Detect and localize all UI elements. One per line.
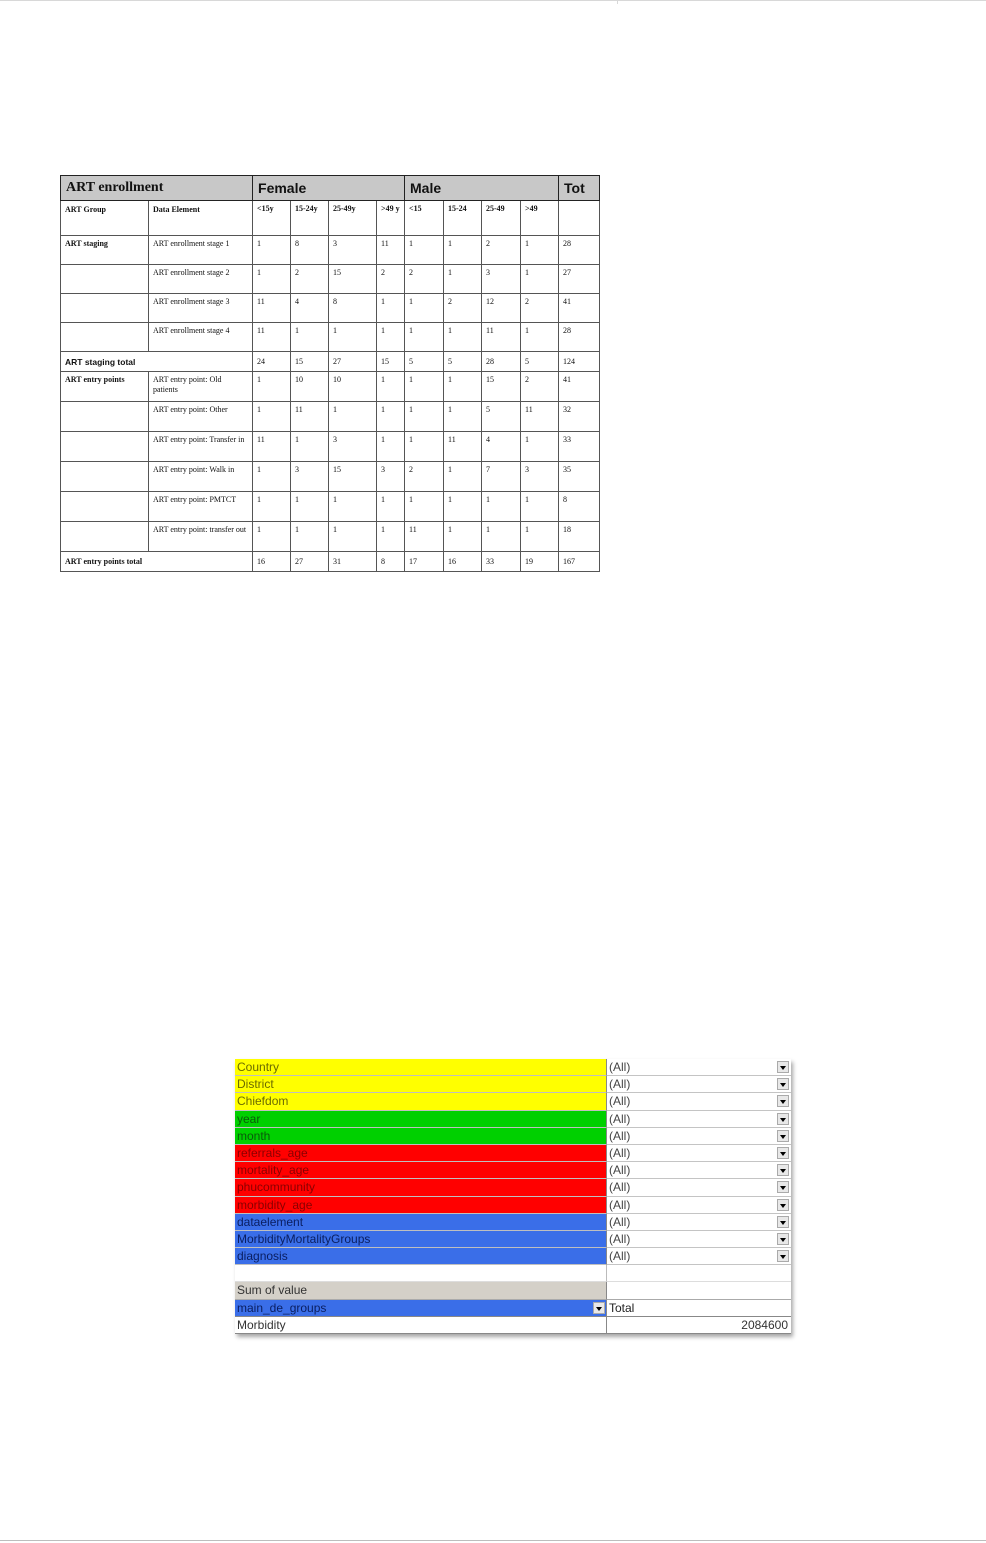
value-cell: 1 — [291, 432, 329, 462]
value-cell: 3 — [291, 462, 329, 492]
male-header: Male — [405, 176, 559, 201]
total-value-cell: 24 — [253, 352, 291, 372]
pivot-spacer-row — [235, 1265, 791, 1282]
pivot-filter-row — [235, 1059, 791, 1076]
pivot-filter-dropdown[interactable] — [607, 1093, 791, 1110]
total-value-cell: 31 — [329, 552, 377, 572]
value-cell: 3 — [329, 236, 377, 265]
table-row — [61, 492, 600, 522]
value-cell: 2 — [405, 265, 444, 294]
group-cell — [61, 522, 149, 552]
value-cell: 18 — [559, 522, 600, 552]
pivot-filter-row — [235, 1231, 791, 1248]
value-cell: 1 — [521, 492, 559, 522]
pivot-filter-row — [235, 1214, 791, 1231]
pivot-filter-dropdown[interactable] — [607, 1076, 791, 1093]
value-cell: 15 — [329, 462, 377, 492]
pivot-filter-row — [235, 1162, 791, 1179]
value-cell: 1 — [377, 522, 405, 552]
total-row — [61, 352, 600, 372]
value-cell: 2 — [482, 236, 521, 265]
value-cell: 7 — [482, 462, 521, 492]
value-cell: 1 — [444, 323, 482, 352]
total-value-cell: 27 — [329, 352, 377, 372]
value-cell: 1 — [444, 402, 482, 432]
value-cell: 8 — [329, 294, 377, 323]
pivot-filter-value: (All) — [609, 1180, 631, 1195]
pivot-field-label[interactable]: Country — [235, 1059, 607, 1076]
table-row — [61, 236, 600, 265]
table-row — [61, 402, 600, 432]
pivot-field-label[interactable]: diagnosis — [235, 1248, 607, 1265]
pivot-field-label[interactable]: year — [235, 1111, 607, 1128]
pivot-field-label[interactable]: morbidity_age — [235, 1197, 607, 1214]
value-cell: 1 — [291, 323, 329, 352]
data-element-cell: ART entry point: transfer out — [149, 522, 253, 552]
female-header: Female — [253, 176, 405, 201]
dropdown-arrow-icon[interactable] — [777, 1095, 789, 1107]
pivot-filter-value: (All) — [609, 1077, 631, 1092]
data-element-cell: ART entry point: Other — [149, 402, 253, 432]
col-art-group: ART Group — [61, 201, 149, 236]
pivot-sum-row — [235, 1282, 791, 1299]
value-cell: 1 — [291, 522, 329, 552]
col-female-age: >49 y — [377, 201, 405, 236]
sum-blank-cell — [607, 1282, 791, 1299]
pivot-group-row — [235, 1300, 791, 1317]
col-data-element: Data Element — [149, 201, 253, 236]
value-cell: 12 — [482, 294, 521, 323]
value-cell: 15 — [329, 265, 377, 294]
dropdown-arrow-icon[interactable] — [777, 1233, 789, 1245]
pivot-filter-row — [235, 1197, 791, 1214]
value-cell: 8 — [291, 236, 329, 265]
total-value-cell: 33 — [482, 552, 521, 572]
value-cell: 1 — [253, 265, 291, 294]
table-row — [61, 265, 600, 294]
dropdown-arrow-icon[interactable] — [777, 1078, 789, 1090]
total-value-cell: 5 — [521, 352, 559, 372]
pivot-filter-value: (All) — [609, 1231, 631, 1246]
group-cell — [61, 432, 149, 462]
value-cell: 2 — [291, 265, 329, 294]
data-element-cell: ART entry point: PMTCT — [149, 492, 253, 522]
value-cell: 1 — [377, 432, 405, 462]
total-value-cell: 28 — [482, 352, 521, 372]
table-row — [61, 294, 600, 323]
value-cell: 1 — [521, 323, 559, 352]
value-cell: 1 — [253, 402, 291, 432]
pivot-filter-value: (All) — [609, 1214, 631, 1229]
total-value-cell: 15 — [291, 352, 329, 372]
value-cell: 11 — [253, 432, 291, 462]
bottom-rule — [0, 1540, 986, 1541]
pivot-filter-dropdown[interactable] — [607, 1128, 791, 1145]
data-element-cell: ART entry point: Transfer in — [149, 432, 253, 462]
total-value-cell: 5 — [444, 352, 482, 372]
pivot-filter-value: (All) — [609, 1111, 631, 1126]
pivot-field-label[interactable]: mortality_age — [235, 1162, 607, 1179]
total-value-cell: 16 — [253, 552, 291, 572]
pivot-filter-dropdown[interactable] — [607, 1145, 791, 1162]
value-cell: 10 — [291, 372, 329, 402]
group-cell — [61, 323, 149, 352]
total-value-cell: 16 — [444, 552, 482, 572]
value-cell: 1 — [444, 492, 482, 522]
top-rule — [0, 0, 986, 1]
table-row — [61, 372, 600, 402]
pivot-filter-row — [235, 1111, 791, 1128]
dropdown-arrow-icon[interactable] — [777, 1181, 789, 1193]
pivot-filter-list — [235, 1059, 791, 1265]
value-cell: 11 — [482, 323, 521, 352]
value-cell: 1 — [253, 462, 291, 492]
value-cell: 1 — [253, 522, 291, 552]
value-cell: 1 — [405, 236, 444, 265]
pivot-spacer-right — [607, 1265, 791, 1282]
total-column-header: Total — [607, 1300, 791, 1317]
value-cell: 28 — [559, 323, 600, 352]
value-cell: 1 — [444, 522, 482, 552]
total-value-cell: 19 — [521, 552, 559, 572]
value-cell: 32 — [559, 402, 600, 432]
value-cell: 1 — [482, 522, 521, 552]
pivot-filter-row — [235, 1248, 791, 1265]
value-cell: 1 — [521, 522, 559, 552]
col-female-age: 25-49y — [329, 201, 377, 236]
value-cell: 41 — [559, 294, 600, 323]
data-element-cell: ART enrollment stage 4 — [149, 323, 253, 352]
value-cell: 2 — [405, 462, 444, 492]
value-cell: 11 — [405, 522, 444, 552]
pivot-table-panel — [235, 1059, 791, 1334]
value-cell: 1 — [405, 294, 444, 323]
table-row — [61, 522, 600, 552]
group-cell — [61, 402, 149, 432]
value-cell: 1 — [329, 323, 377, 352]
pivot-field-label[interactable]: dataelement — [235, 1214, 607, 1231]
value-cell: 1 — [444, 236, 482, 265]
value-cell: 4 — [291, 294, 329, 323]
total-header: Tot — [559, 176, 600, 201]
pivot-filter-dropdown[interactable] — [607, 1197, 791, 1214]
data-element-cell: ART enrollment stage 2 — [149, 265, 253, 294]
dropdown-arrow-icon[interactable] — [777, 1061, 789, 1073]
pivot-filter-row — [235, 1128, 791, 1145]
pivot-filter-dropdown[interactable] — [607, 1059, 791, 1076]
value-cell: 3 — [329, 432, 377, 462]
pivot-field-label[interactable]: referrals_age — [235, 1145, 607, 1162]
value-cell: 1 — [521, 236, 559, 265]
col-male-age: >49 — [521, 201, 559, 236]
dropdown-arrow-icon[interactable] — [777, 1164, 789, 1176]
value-cell: 2 — [521, 294, 559, 323]
pivot-filter-dropdown[interactable] — [607, 1111, 791, 1128]
table-row — [61, 462, 600, 492]
table-row — [61, 323, 600, 352]
dropdown-arrow-icon[interactable] — [777, 1199, 789, 1211]
col-male-age: 25-49 — [482, 201, 521, 236]
value-cell: 11 — [444, 432, 482, 462]
value-cell: 28 — [559, 236, 600, 265]
value-cell: 1 — [377, 492, 405, 522]
dropdown-arrow-icon[interactable] — [593, 1302, 605, 1314]
dropdown-arrow-icon[interactable] — [777, 1147, 789, 1159]
morbidity-total-value: 2084600 — [607, 1317, 791, 1334]
data-element-cell: ART entry point: Walk in — [149, 462, 253, 492]
total-value-cell: 17 — [405, 552, 444, 572]
pivot-spacer-left — [235, 1265, 607, 1282]
value-cell: 8 — [559, 492, 600, 522]
table-row — [61, 432, 600, 462]
value-cell: 3 — [521, 462, 559, 492]
total-label: ART staging total — [61, 352, 253, 372]
group-cell — [61, 492, 149, 522]
value-cell: 1 — [291, 492, 329, 522]
group-cell — [61, 294, 149, 323]
pivot-filter-value: (All) — [609, 1145, 631, 1160]
pivot-field-label[interactable]: month — [235, 1128, 607, 1145]
value-cell: 1 — [405, 323, 444, 352]
main-de-groups-field[interactable] — [235, 1300, 607, 1317]
total-value-cell: 124 — [559, 352, 600, 372]
pivot-field-label[interactable]: Chiefdom — [235, 1093, 607, 1110]
group-cell: ART entry points — [61, 372, 149, 402]
morbidity-row-label: Morbidity — [235, 1317, 607, 1334]
data-element-cell: ART enrollment stage 1 — [149, 236, 253, 265]
value-cell: 11 — [253, 294, 291, 323]
value-cell: 11 — [253, 323, 291, 352]
value-cell: 4 — [482, 432, 521, 462]
value-cell: 2 — [377, 265, 405, 294]
value-cell: 1 — [253, 372, 291, 402]
col-female-age: 15-24y — [291, 201, 329, 236]
value-cell: 1 — [253, 236, 291, 265]
pivot-filter-dropdown[interactable] — [607, 1248, 791, 1265]
pivot-filter-row — [235, 1076, 791, 1093]
pivot-filter-row — [235, 1093, 791, 1110]
value-cell: 1 — [521, 265, 559, 294]
value-cell: 1 — [377, 294, 405, 323]
pivot-filter-value: (All) — [609, 1197, 631, 1212]
value-cell: 1 — [444, 265, 482, 294]
value-cell: 3 — [482, 265, 521, 294]
value-cell: 41 — [559, 372, 600, 402]
col-male-age: 15-24 — [444, 201, 482, 236]
data-element-cell: ART entry point: Old patients — [149, 372, 253, 402]
total-value-cell: 5 — [405, 352, 444, 372]
value-cell: 33 — [559, 432, 600, 462]
value-cell: 1 — [405, 402, 444, 432]
value-cell: 1 — [405, 372, 444, 402]
value-cell: 1 — [444, 372, 482, 402]
dropdown-arrow-icon[interactable] — [777, 1250, 789, 1262]
value-cell: 3 — [377, 462, 405, 492]
value-cell: 2 — [521, 372, 559, 402]
pivot-filter-row — [235, 1179, 791, 1196]
value-cell: 1 — [521, 432, 559, 462]
value-cell: 1 — [329, 402, 377, 432]
value-cell: 1 — [377, 402, 405, 432]
pivot-filter-dropdown[interactable] — [607, 1179, 791, 1196]
pivot-filter-value: (All) — [609, 1128, 631, 1143]
col-male-age: <15 — [405, 201, 444, 236]
group-cell — [61, 462, 149, 492]
total-row — [61, 552, 600, 572]
value-cell: 15 — [482, 372, 521, 402]
value-cell: 10 — [329, 372, 377, 402]
value-cell: 1 — [405, 432, 444, 462]
pivot-filter-value: (All) — [609, 1060, 631, 1074]
main-de-groups-label: main_de_groups — [237, 1300, 327, 1315]
value-cell: 5 — [482, 402, 521, 432]
total-label: ART entry points total — [61, 552, 253, 572]
pivot-field-label[interactable]: District — [235, 1076, 607, 1093]
value-cell: 1 — [329, 492, 377, 522]
col-female-age: <15y — [253, 201, 291, 236]
pivot-filter-dropdown[interactable] — [607, 1231, 791, 1248]
value-cell: 27 — [559, 265, 600, 294]
pivot-field-label[interactable]: phucommunity — [235, 1179, 607, 1196]
col-total — [559, 201, 600, 236]
value-cell: 1 — [377, 372, 405, 402]
value-cell: 1 — [329, 522, 377, 552]
table-title: ART enrollment — [61, 176, 253, 201]
total-value-cell: 15 — [377, 352, 405, 372]
data-element-cell: ART enrollment stage 3 — [149, 294, 253, 323]
art-enrollment-table — [60, 175, 600, 572]
dropdown-arrow-icon[interactable] — [777, 1130, 789, 1142]
dropdown-arrow-icon[interactable] — [777, 1113, 789, 1125]
value-cell: 2 — [444, 294, 482, 323]
pivot-filter-dropdown[interactable] — [607, 1162, 791, 1179]
pivot-filter-value: (All) — [609, 1163, 631, 1178]
pivot-field-label[interactable]: MorbidityMortalityGroups — [235, 1231, 607, 1248]
value-cell: 1 — [444, 462, 482, 492]
value-cell: 1 — [253, 492, 291, 522]
value-cell: 11 — [377, 236, 405, 265]
pivot-filter-row — [235, 1145, 791, 1162]
pivot-value-row — [235, 1317, 791, 1334]
pivot-filter-dropdown[interactable] — [607, 1214, 791, 1231]
value-cell: 11 — [521, 402, 559, 432]
total-value-cell: 167 — [559, 552, 600, 572]
value-cell: 35 — [559, 462, 600, 492]
value-cell: 11 — [291, 402, 329, 432]
pivot-filter-value: (All) — [609, 1249, 631, 1264]
value-cell: 1 — [405, 492, 444, 522]
value-cell: 1 — [377, 323, 405, 352]
top-rule-notch — [617, 0, 618, 4]
total-value-cell: 27 — [291, 552, 329, 572]
pivot-filter-value: (All) — [609, 1094, 631, 1109]
total-value-cell: 8 — [377, 552, 405, 572]
value-cell: 1 — [482, 492, 521, 522]
dropdown-arrow-icon[interactable] — [777, 1216, 789, 1228]
sum-of-value-label[interactable]: Sum of value — [235, 1282, 607, 1299]
group-cell: ART staging — [61, 236, 149, 265]
group-cell — [61, 265, 149, 294]
